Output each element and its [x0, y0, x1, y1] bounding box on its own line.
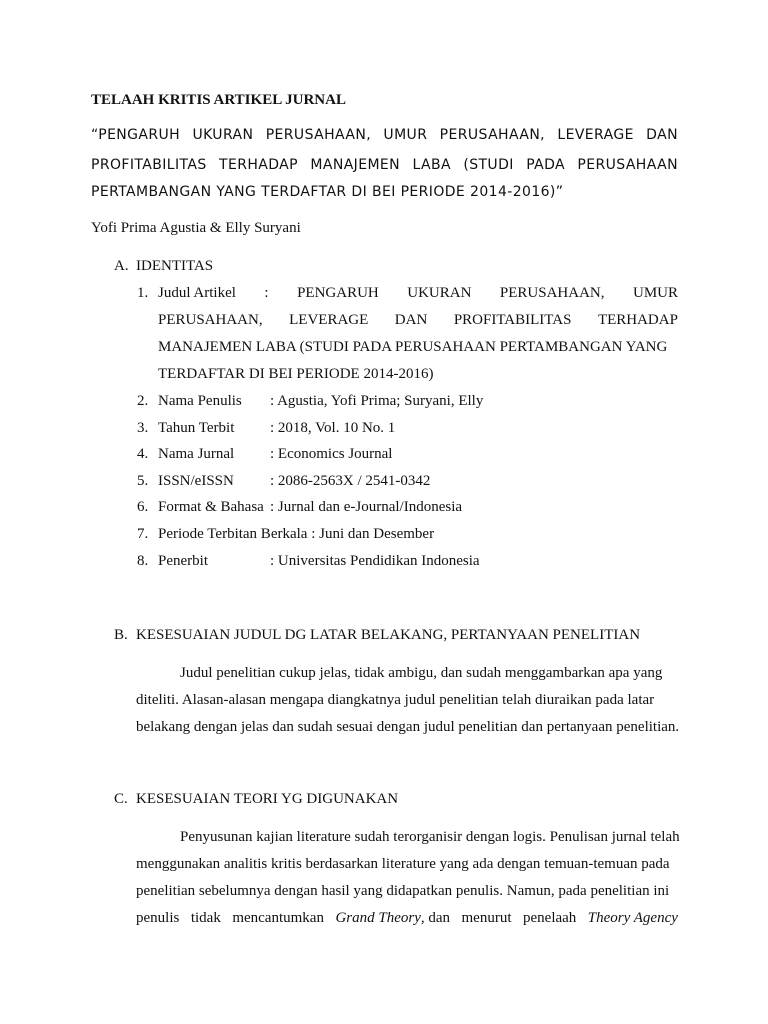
item-number: 4.	[137, 446, 149, 462]
judul-word: PERUSAHAAN,	[158, 312, 263, 328]
item-label: ISSN/eISSN	[158, 473, 234, 489]
article-title-word: LEVERAGE	[557, 127, 634, 143]
judul-colon: :	[264, 285, 269, 301]
item-number: 5.	[137, 473, 149, 489]
judul-word: UKURAN	[407, 285, 472, 301]
authors-line: Yofi Prima Agustia & Elly Suryani	[91, 220, 301, 236]
article-title-word: PROFITABILITAS	[91, 157, 207, 173]
judul-word: UMUR	[632, 285, 678, 301]
section-b-para-line-2: diteliti. Alasan-alasan mengapa diangkatnya judul penelitian telah diuraikan pada latar	[136, 692, 655, 708]
item-value: : 2086-2563X / 2541-0342	[270, 473, 431, 489]
article-title-word: PADA	[526, 157, 566, 173]
judul-word: PERUSAHAAN,	[499, 285, 605, 301]
section-c-para-line-2: menggunakan analitis kritis berdasarkan literature yang ada dengan temuan-temuan pada	[136, 856, 670, 872]
article-title-word: (STUDI	[463, 157, 514, 173]
item-label: Nama Penulis	[158, 393, 242, 409]
judul-label: Judul Artikel	[158, 285, 236, 301]
para-word: , dan	[420, 910, 451, 926]
article-title-line-2	[91, 157, 678, 173]
article-title-word: MANAJEMEN	[310, 157, 401, 173]
article-title-line-1	[91, 127, 678, 143]
para-word: penulis	[136, 910, 180, 926]
article-title-line-3	[91, 184, 678, 200]
para-word-group	[335, 910, 450, 927]
judul-word: LEVERAGE	[289, 312, 369, 328]
theory-agency-term: Theory Agency	[587, 910, 678, 926]
item-value: : Universitas Pendidikan Indonesia	[270, 553, 480, 569]
item-number: 7.	[137, 526, 149, 542]
section-c-para-line-4	[136, 910, 678, 927]
judul-line-3: MANAJEMEN LABA (STUDI PADA PERUSAHAAN PERTAMBANGAN YANG	[158, 339, 668, 355]
section-c-para-line-3: penelitian sebelumnya dengan hasil yang didapatkan penulis. Namun, pada penelitian ini	[136, 883, 670, 899]
item-value: : 2018, Vol. 10 No. 1	[270, 420, 396, 436]
article-title-word: PERUSAHAAN,	[439, 127, 546, 143]
grand-theory-term: Grand Theory	[335, 910, 421, 926]
item-number: 3.	[137, 420, 149, 436]
section-c-heading	[114, 791, 398, 808]
article-title-word: UKURAN	[192, 127, 254, 143]
article-title-word: LABA	[412, 157, 451, 173]
item-value: : Jurnal dan e-Journal/Indonesia	[270, 499, 463, 515]
document-heading: TELAAH KRITIS ARTIKEL JURNAL	[91, 92, 346, 108]
item-label: Nama Jurnal	[158, 446, 235, 462]
article-title-word: TERHADAP	[219, 157, 298, 173]
item-number: 2.	[137, 393, 149, 409]
item-label: Format & Bahasa	[158, 499, 264, 515]
article-title-word: UMUR	[383, 127, 428, 143]
section-b-title: KESESUAIAN JUDUL DG LATAR BELAKANG, PERTANYAAN PENELITIAN	[136, 627, 641, 643]
judul-line-4: TERDAFTAR DI BEI PERIODE 2014-2016)	[158, 366, 434, 382]
para-word: menurut	[461, 910, 512, 926]
judul-word: PENGARUH	[297, 285, 379, 301]
section-b-heading	[114, 627, 640, 644]
item-number: 6.	[137, 499, 149, 515]
item-number: 1.	[137, 285, 149, 301]
section-a-letter: A.	[114, 258, 129, 274]
section-b-para-line-1: Judul penelitian cukup jelas, tidak ambigu, dan sudah menggambarkan apa yang	[180, 665, 663, 681]
article-title-word: PERUSAHAAN	[577, 157, 678, 173]
section-c-para-line-1: Penyusunan kajian literature sudah terorganisir dengan logis. Penulisan jurnal telah	[180, 829, 680, 845]
judul-line-2	[158, 312, 678, 329]
section-a-heading	[114, 258, 213, 275]
item-label: Penerbit	[158, 553, 208, 569]
article-title-word: “PENGARUH	[91, 127, 181, 143]
item-label: Tahun Terbit	[158, 420, 235, 436]
article-title-word: DAN	[646, 127, 678, 143]
item-number: 8.	[137, 553, 149, 569]
item-label: Periode Terbitan Berkala : Juni dan Desember	[158, 526, 435, 542]
item-value: : Economics Journal	[270, 446, 393, 462]
judul-word: DAN	[394, 312, 428, 328]
para-word: mencantumkan	[232, 910, 324, 926]
judul-word: TERHADAP	[597, 312, 678, 328]
article-title-word: PERTAMBANGAN YANG TERDAFTAR DI BEI PERIODE 2014-2016)”	[91, 184, 564, 200]
judul-word: PROFITABILITAS	[453, 312, 572, 328]
article-title-word: PERUSAHAAN,	[265, 127, 372, 143]
section-c-letter: C.	[114, 791, 128, 807]
section-c-title: KESESUAIAN TEORI YG DIGUNAKAN	[136, 791, 399, 807]
section-a-title: IDENTITAS	[136, 258, 214, 274]
section-b-letter: B.	[114, 627, 128, 643]
judul-line-1	[158, 285, 678, 302]
para-word: tidak	[190, 910, 221, 926]
item-value: : Agustia, Yofi Prima; Suryani, Elly	[270, 393, 484, 409]
para-word: penelaah	[523, 910, 577, 926]
section-b-para-line-3: belakang dengan jelas dan sudah sesuai dengan judul penelitian dan pertanyaan penelitian.	[136, 719, 680, 735]
